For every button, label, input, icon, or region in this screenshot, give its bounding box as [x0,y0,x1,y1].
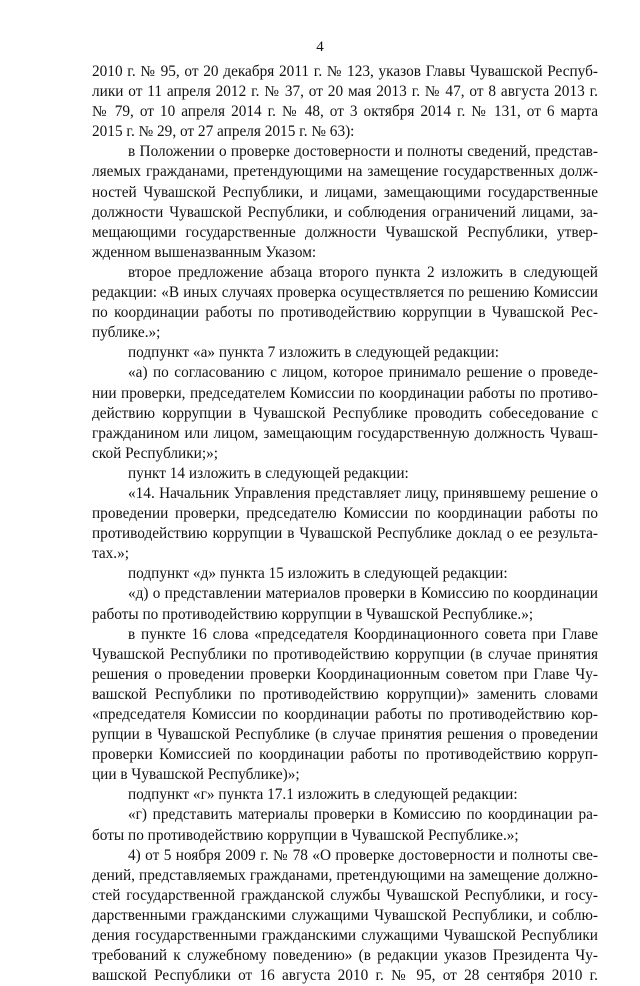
text-line: в пункте 16 слова «председателя Координационного совета при Главе [128,625,598,643]
text-line: 2015 г. № 29, от 27 апреля 2015 г. № 63): [92,123,355,141]
text-line: редакции: «В иных случаях проверка осуществляется по решению Комиссии [92,284,598,302]
text-line: 2010 г. № 95, от 20 декабря 2011 г. № 123, указов Главы Чувашской Респуб- [92,63,598,80]
text-line: ской Республики;»; [92,444,218,462]
text-line: ции в Чувашской Республике)»; [92,766,300,784]
text-line: пункт 14 изложить в следующей редакции: [128,464,409,482]
text-line: стей государственной гражданской службы Чувашской Республики, и госу- [92,886,598,904]
text-line: вашской Республики по противодействию коррупции)» заменить словами [92,685,598,703]
text-line: рупции в Чувашской Республике (в случае принятия решения о проведении [92,726,598,744]
text-line: требований к служебному поведению» (в редакции указов Президента Чу- [92,947,598,965]
text-line: № 79, от 10 апреля 2014 г. № 48, от 3 октября 2014 г. № 131, от 6 марта [92,103,598,121]
text-line: вашской Республики от 16 августа 2010 г. № 95, от 28 сентября 2010 г. [92,967,598,985]
text-line: «14. Начальник Управления представляет лицу, принявшему решение о [128,484,598,502]
text-line: дарственными гражданскими служащими Чувашской Республики, и соблю- [92,906,598,924]
text-line: лики от 11 апреля 2012 г. № 37, от 20 мая 2013 г. № 47, от 8 августа 2013 г. [92,83,598,101]
text-line: жденном вышеназванным Указом: [92,243,317,261]
page-number: 4 [316,39,324,55]
text-line: мещающими государственные должности Чувашской Республики, утвер- [92,223,598,241]
text-line: подпункт «д» пункта 15 изложить в следующей редакции: [128,565,508,583]
text-line: тах.»; [92,545,130,563]
text-line: проверки Комиссией по координации работы по противодействию корруп- [92,746,598,764]
text-line: «д) о представлении материалов проверки в Комиссию по координации [128,585,598,603]
text-line: действию коррупции в Чувашской Республике проводить собеседование с [92,404,598,422]
text-line: по координации работы по противодействию коррупции в Чувашской Рес- [92,304,598,322]
text-line: «председателя Комиссии по координации работы по противодействию кор- [92,706,598,723]
text-line: «г) представить материалы проверки в Комиссию по координации ра- [128,806,598,824]
text-line: «а) по согласованию с лицом, которое принимало решение о проведе- [128,364,598,382]
text-line: проведении проверки, председателю Комиссии по координации работы по [92,505,598,523]
text-line: дений, представляемых гражданами, претендующими на замещение должно- [92,866,598,884]
text-line: дения государственными гражданскими служащими Чувашской Республики [92,927,598,945]
text-line: подпункт «г» пункта 17.1 изложить в следующей редакции: [128,786,518,804]
text-line: ностей Чувашской Республики, и лицами, замещающими государственные [92,183,598,201]
text-line: должности Чувашской Республики, и соблюдения ограничений лицами, за- [92,203,598,221]
text-line: нии проверки, председателем Комиссии по координации работы по противо- [92,384,598,402]
text-line: решения о проведении проверки Координационным советом при Главе Чу- [92,665,598,683]
text-line: ляемых гражданами, претендующими на замещение государственных долж- [92,163,598,181]
text-line: работы по противодействию коррупции в Чувашской Республике.»; [92,605,534,623]
text-line: подпункт «а» пункта 7 изложить в следующей редакции: [128,344,499,362]
document-body [92,62,598,986]
text-line: боты по противодействию коррупции в Чувашской Республике.»; [92,826,519,844]
text-line: гражданином или лицом, замещающим государственную должность Чуваш- [92,424,598,442]
text-line: публике.»; [92,324,161,342]
text-line: Чувашской Республики по противодействию коррупции (в случае принятия [92,645,598,663]
text-line: противодействию коррупции в Чувашской Республике доклад о ее результа- [92,525,598,543]
text-line: в Положении о проверке достоверности и полноты сведений, представ- [128,143,598,161]
text-line: второе предложение абзаца второго пункта 2 изложить в следующей [128,263,598,281]
text-line: 4) от 5 ноября 2009 г. № 78 «О проверке достоверности и полноты све- [128,846,598,864]
